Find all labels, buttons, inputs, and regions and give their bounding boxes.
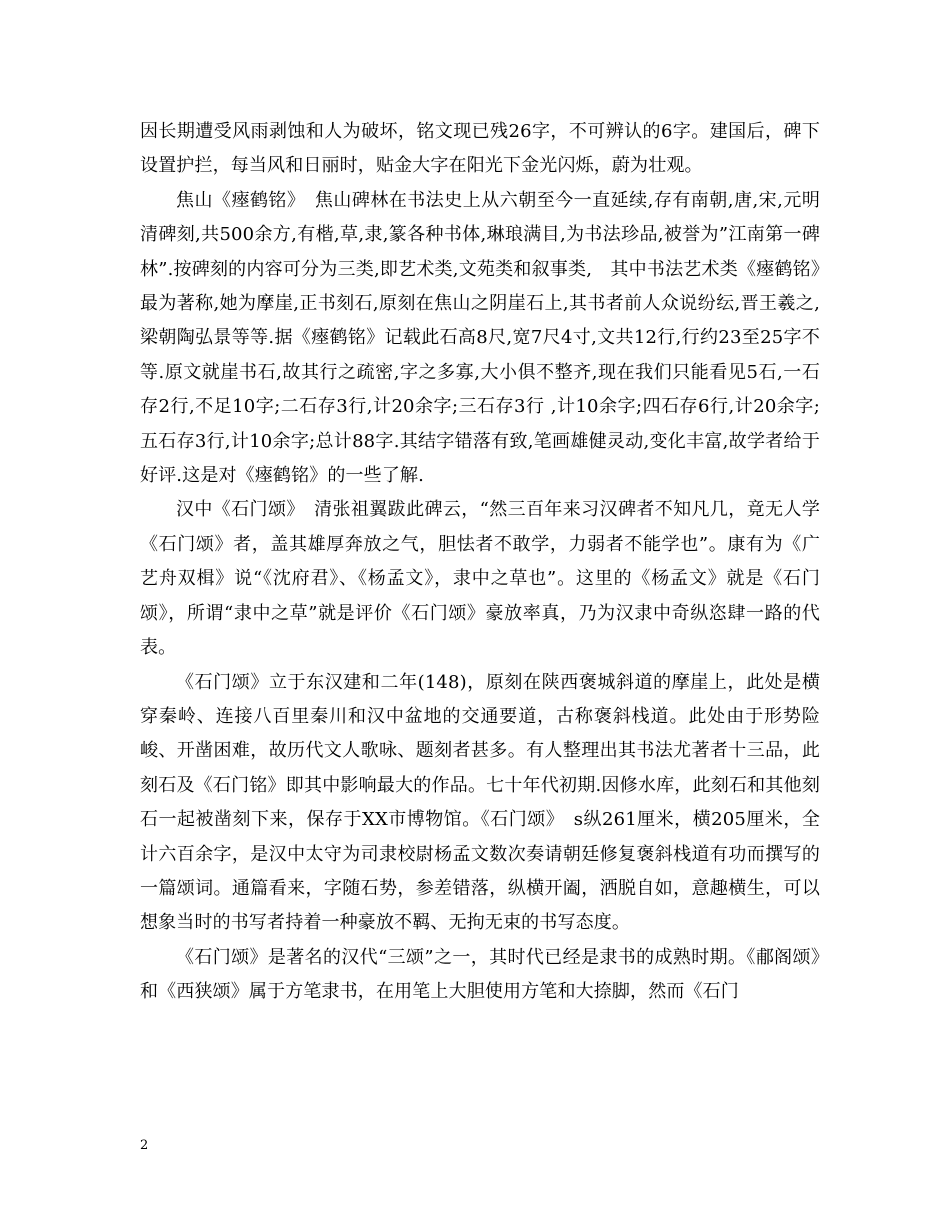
paragraph-2: 焦山《瘞鹤铭》 焦山碑林在书法史上从六朝至今一直延续,存有南朝,唐,宋,元明清碑刻,共500余方,有楷,草,隶,篆各种书体,琳琅满目,为书法珍品,被誉为”江南第一碑林”.按碑刻的内容可分为三类,即艺术类,文苑类和叙事类, 其中书法艺术类《瘞鹤铭》最为著称,她为摩崖,正书刻石,原刻在焦山之阴崖石上,其书者前人众说纷纭,晋王羲之,梁朝陶弘景等等.据《瘞鹤铭》记载此石高8尺,宽7尺4寸,文共12行,行约23至25字不等.原文就崖书石,故其行之疏密,字之多寡,大小俱不整齐,现在我们只能看见5石,一石存2行,不足10字;二石存3行,计20余字;三石存3行 ,计10余字;四石存6行,计20余字;五石存3行,计10余字;总计88字.其结字错落有致,笔画雄健灵动,变化丰富,故学者给于好评.这是对《瘞鹤铭》的一些了解. [140,189,820,487]
paragraph-3: 汉中《石门颂》 清张祖翼跋此碑云，“然三百年来习汉碑者不知凡几，竟无人学《石门颂》者，盖其雄厚奔放之气，胆怯者不敢学，力弱者不能学也”。康有为《广艺舟双楫》说“《沈府君》、《杨孟文》，隶中之草也”。这里的《杨孟文》就是《石门颂》，所谓“隶中之草”就是评价《石门颂》豪放率真，乃为汉隶中奇纵恣肆一路的代表。 [140,499,820,659]
document-body [140,115,820,1010]
paragraph-4: 《石门颂》立于东汉建和二年(148)，原刻在陕西褒城斜道的摩崖上，此处是横穿秦岭、连接八百里秦川和汉中盆地的交通要道，古称褒斜栈道。此处由于形势险峻、开凿困难，故历代文人歌咏、题刻者甚多。有人整理出其书法尤著者十三品，此刻石及《石门铭》即其中影响最大的作品。七十年代初期.因修水库，此刻石和其他刻石一起被凿刻下来，保存于XX市博物馆。《石门颂》 s纵261厘米，横205厘米，全计六百余字，是汉中太守为司隶校尉杨孟文数次奏请朝廷修复褒斜栈道有功而撰写的一篇颂词。通篇看来，字随石势，参差错落，纵横开阖，洒脱自如，意趣横生，可以想象当时的书写者持着一种豪放不羁、无拘无束的书写态度。 [140,671,820,934]
paragraph-5: 《石门颂》是著名的汉代“三颂”之一，其时代已经是隶书的成熟时期。《郙阁颂》和《西狭颂》属于方笔隶书，在用笔上大胆使用方笔和大捺脚，然而《石门 [140,946,820,1003]
paragraph-1: 因长期遭受风雨剥蚀和人为破坏，铭文现已残26字，不可辨认的6字。建国后，碑下设置护拦，每当风和日丽时，贴金大字在阳光下金光闪烁，蔚为壮观。 [140,121,820,177]
page-number: 2 [140,1138,149,1153]
